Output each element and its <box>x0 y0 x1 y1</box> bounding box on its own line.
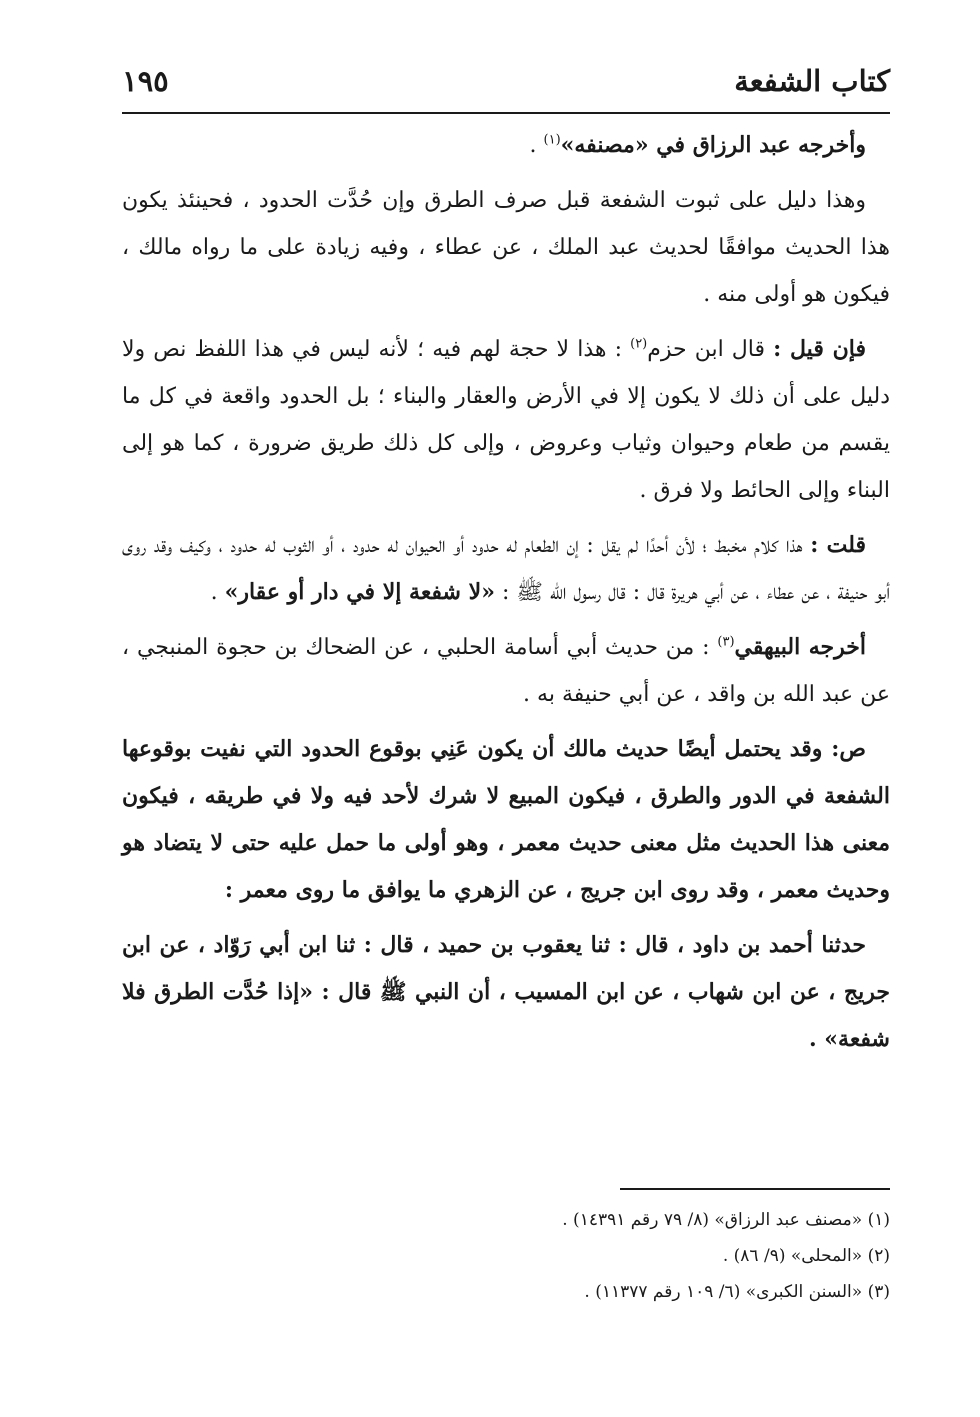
paragraph-text: ص: وقد يحتمل أيضًا حديث مالك أن يكون عَنِي بوقوع الحدود التي نفيت بوقوعها الشفعة في الدور والطرق ، فيكون المبيع لا شرك لأحد فيه ولا في طريقه ، فيكون معنى هذا الحديث مثل معنى حديث معمر ، وهو أولى ما حمل عليه حتى لا يتضاد هو وحديث معمر ، وقد روى ابن جريج ، عن الزهري ما يوافق ما روى معمر : <box>122 736 891 903</box>
paragraph-4 <box>122 522 890 616</box>
footnote-marker: (٢) <box>630 336 648 352</box>
main-text <box>122 122 890 1071</box>
paragraph-lead: قلت : <box>810 532 866 558</box>
page-number: ١٩٥ <box>122 64 169 98</box>
paragraph-text-before-footnote: قال ابن حزم <box>647 337 774 362</box>
footnote-2: (٢) «المحلى» (٩/ ٨٦) . <box>722 1246 890 1266</box>
footnote-1: (١) «مصنف عبد الرزاق» (٨/ ٧٩ رقم ١٤٣٩١) . <box>562 1210 890 1230</box>
paragraph-text: . <box>529 133 544 158</box>
paragraph-text: : من حديث أبي أسامة الحلبي ، عن الضحاك بن حجوة المنبجي ، عن عبد الله بن واقد ، عن أبي حنيفة به . <box>122 635 890 707</box>
footnote-marker: (٣) <box>717 634 735 650</box>
hadith-quote: «لا شفعة إلا في دار أو عقار» <box>224 579 495 605</box>
paragraph-7 <box>122 922 890 1063</box>
paragraph-tail: . <box>210 580 225 605</box>
paragraph-1 <box>122 122 890 169</box>
paragraph-3 <box>122 326 890 514</box>
paragraph-lead: أخرجه البيهقي <box>734 634 867 660</box>
footnote-divider <box>620 1188 890 1190</box>
paragraph-lead: وأخرجه عبد الرزاق في «مصنفه» <box>560 132 866 158</box>
paragraph-lead: فإن قيل : <box>773 336 866 362</box>
paragraph-text: هذا كلام مخبط ؛ لأن أحدًا لم يقل : إن الطعام له حدود أو الحيوان له حدود ، أو الثوب له حدود ، وكيف وقد روى أبو حنيفة ، عن عطاء ، عن أبي هريرة قال : قال رسول الله ﷺ : <box>122 533 890 605</box>
chapter-title: كتاب الشفعة <box>734 64 890 98</box>
footnote-marker: (١) <box>543 132 561 148</box>
paragraph-6 <box>122 726 890 914</box>
footnotes <box>122 1202 890 1310</box>
header-divider <box>122 112 890 114</box>
paragraph-2 <box>122 177 890 318</box>
paragraph-text: : هذا لا حجة لهم فيه ؛ لأنه ليس في هذا اللفظ نص ولا دليل على أن ذلك لا يكون إلا في الأرض والعقار والبناء ؛ بل الحدود واقعة في كل ما يقسم من طعام وحيوان وثياب وعروض ، وإلى كل ذلك طريق ضرورة ، كما هو إلى البناء وإلى الحائط ولا فرق . <box>122 337 890 503</box>
paragraph-text: وهذا دليل على ثبوت الشفعة قبل صرف الطرق وإن حُدَّت الحدود ، فحينئذ يكون هذا الحديث موافقًا لحديث عبد الملك ، عن عطاء ، وفيه زيادة على ما رواه مالك ، فيكون هو أولى منه . <box>122 188 890 307</box>
paragraph-text: حدثنا أحمد بن داود ، قال : ثنا يعقوب بن حميد ، قال : ثنا ابن أبي رَوّاد ، عن ابن جريج ، عن ابن شهاب ، عن ابن المسيب ، أن النبي ﷺ قال : «إذا حُدَّت الطرق فلا شفعة» . <box>122 932 890 1052</box>
running-header <box>122 56 890 106</box>
paragraph-5 <box>122 624 890 718</box>
footnote-3: (٣) «السنن الكبرى» (٦/ ١٠٩ رقم ١١٣٧٧) . <box>584 1282 890 1302</box>
